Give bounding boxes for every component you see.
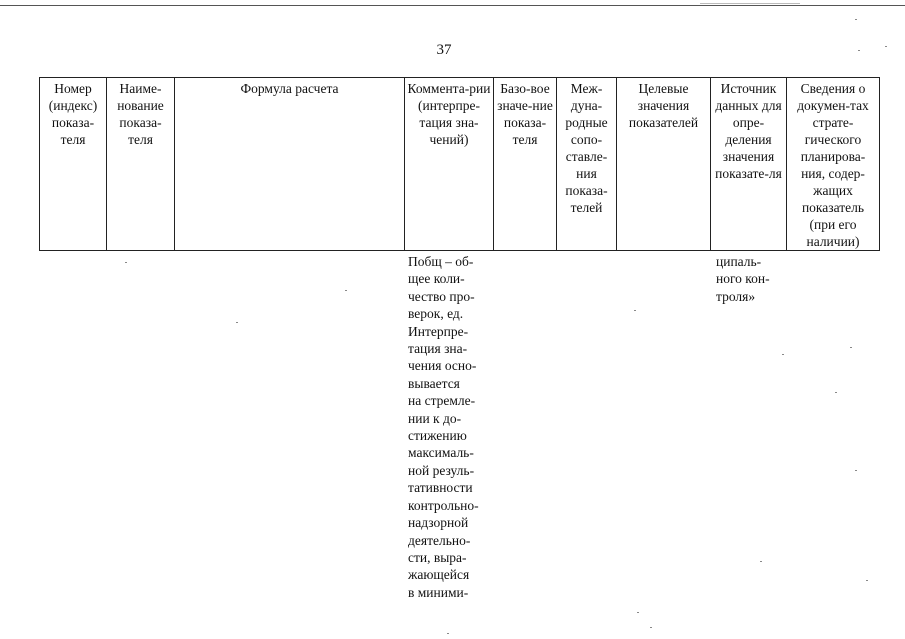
header-indicator-number: Номер (индекс) показа-теля (40, 78, 107, 251)
scan-speck (855, 470, 857, 471)
scan-speck (885, 46, 887, 47)
scan-speck (447, 633, 449, 634)
comment-continuation-text: Побщ – об- щее коли- чество про- верок, ед. Интерпре- тация зна- чения осно- вывается на стремле- нии к до- стижению максималь- ной резуль- тативности контрольно- надзорной деятельно- сти, выра- жающейся в миними- (408, 254, 479, 600)
scan-speck (637, 612, 639, 613)
header-comments: Коммента-рии (интерпре-тация зна-чений) (405, 78, 494, 251)
scan-speck (866, 580, 868, 581)
header-calculation-formula: Формула расчета (175, 78, 405, 251)
scan-speck (858, 50, 860, 51)
top-border-fragment (700, 3, 800, 4)
scan-speck (760, 561, 762, 562)
source-continuation-text: ципаль- ного кон- троля» (716, 254, 770, 304)
scan-speck (835, 392, 837, 393)
page-number: 37 (436, 42, 452, 58)
scan-speck (650, 627, 652, 628)
header-target-values: Целевые значения показателей (617, 78, 711, 251)
header-base-value: Базо-вое значе-ние показа-теля (494, 78, 557, 251)
header-indicator-name: Наиме-нование показа-теля (107, 78, 175, 251)
scan-speck (125, 262, 127, 263)
scan-speck (236, 322, 238, 323)
indicators-table (39, 77, 880, 251)
header-strategic-documents: Сведения о докумен-тах страте-гического планирова-ния, содер-жащих показатель (при его наличии) (787, 78, 880, 251)
scan-speck (855, 19, 857, 20)
scan-speck (345, 290, 347, 291)
top-border-line (0, 5, 905, 6)
scan-speck (634, 310, 636, 311)
scan-speck (782, 354, 784, 355)
table-header-row (40, 78, 880, 251)
header-international-comparisons: Меж-дуна-родные сопо-ставле-ния показа-телей (557, 78, 617, 251)
header-data-source: Источник данных для опре-деления значения показате-ля (711, 78, 787, 251)
scan-speck (850, 347, 852, 348)
